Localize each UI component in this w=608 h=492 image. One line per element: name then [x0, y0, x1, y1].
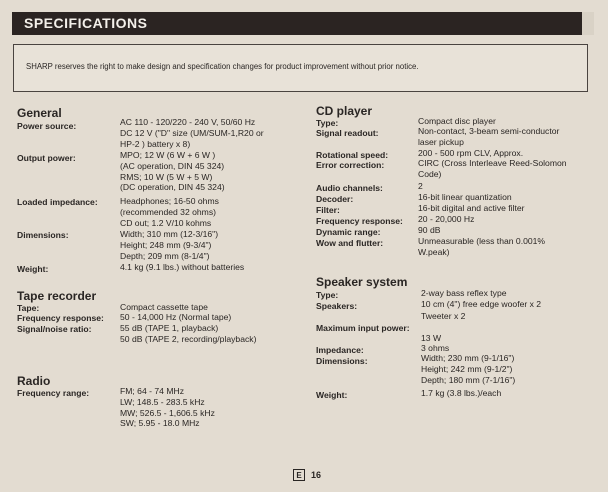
spec-label-tape: Tape: — [17, 303, 40, 313]
spec-value-speaker-dimensions: Width; 230 mm (9-1/16") Height; 242 mm (9-1/2") Depth; 180 mm (7-1/16") — [421, 353, 516, 386]
spec-label-power-source: Power source: — [17, 121, 77, 131]
spec-value-cd-type: Compact disc player — [418, 116, 496, 126]
notice-text: SHARP reserves the right to make design and specification changes for product improvement without prior notice. — [26, 62, 419, 71]
page-title: SPECIFICATIONS — [24, 15, 148, 31]
section-title-cd-player: CD player — [316, 104, 373, 118]
spec-value-impedance: 3 ohms — [421, 343, 450, 353]
spec-value-signal-noise: 55 dB (TAPE 1, playback) 50 dB (TAPE 2, recording/playback) — [120, 323, 257, 344]
spec-label-decoder: Decoder: — [316, 194, 354, 204]
spec-value-speakers: 10 cm (4") free edge woofer x 2 Tweeter x 2 — [421, 299, 542, 321]
spec-label-dimensions: Dimensions: — [17, 230, 69, 240]
spec-value-dimensions: Width; 310 mm (12-3/16") Height; 248 mm (9-3/4") Depth; 209 mm (8-1/4") — [120, 229, 219, 261]
spec-value-signal-readout: Non-contact, 3-beam semi-conductor laser pickup — [418, 126, 560, 147]
spec-value-weight: 4.1 kg (9.1 lbs.) without batteries — [120, 262, 245, 272]
spec-value-error-correction: CIRC (Cross Interleave Reed-Solomon Code) — [418, 158, 567, 179]
spec-label-tape-frequency: Frequency response: — [17, 313, 104, 323]
spec-label-cd-frequency-response: Frequency response: — [316, 216, 403, 226]
spec-value-frequency-range: FM; 64 - 74 MHz LW; 148.5 - 283.5 kHz MW; 526.5 - 1,606.5 kHz SW; 5.95 - 18.0 MHz — [120, 386, 215, 429]
spec-label-speaker-type: Type: — [316, 290, 339, 300]
page-footer — [293, 469, 321, 481]
section-title-general: General — [17, 106, 62, 120]
spec-value-dynamic-range: 90 dB — [418, 225, 441, 235]
spec-label-max-input-power: Maximum input power: — [316, 323, 410, 333]
spec-value-speaker-type: 2-way bass reflex type — [421, 288, 507, 298]
spec-label-frequency-range: Frequency range: — [17, 388, 90, 398]
spec-label-cd-type: Type: — [316, 118, 339, 128]
spec-value-rotational-speed: 200 - 500 rpm CLV, Approx. — [418, 148, 524, 158]
spec-value-tape: Compact cassette tape — [120, 302, 208, 312]
spec-label-weight: Weight: — [17, 264, 49, 274]
spec-label-signal-readout: Signal readout: — [316, 128, 379, 138]
spec-value-audio-channels: 2 — [418, 181, 423, 191]
notice-box — [13, 44, 588, 92]
page-number: 16 — [311, 470, 322, 480]
spec-value-tape-frequency: 50 - 14,000 Hz (Normal tape) — [120, 312, 232, 322]
spec-label-signal-noise: Signal/noise ratio: — [17, 324, 92, 334]
spec-label-wow-flutter: Wow and flutter: — [316, 238, 384, 248]
spec-value-cd-frequency-response: 20 - 20,000 Hz — [418, 214, 475, 224]
language-marker: E — [293, 469, 305, 481]
spec-label-speakers: Speakers: — [316, 301, 358, 311]
spec-value-decoder: 16-bit linear quantization — [418, 192, 512, 202]
spec-label-loaded-impedance: Loaded impedance: — [17, 197, 98, 207]
spec-value-speaker-weight: 1.7 kg (3.8 lbs.)/each — [421, 388, 502, 398]
spec-value-loaded-impedance: Headphones; 16-50 ohms (recommended 32 ohms) CD out; 1.2 V/10 kohms — [120, 196, 219, 228]
header-tab-marker — [582, 12, 594, 35]
spec-label-impedance: Impedance: — [316, 345, 364, 355]
spec-label-output-power: Output power: — [17, 153, 76, 163]
spec-label-filter: Filter: — [316, 205, 340, 215]
spec-value-max-input-power: 13 W — [421, 333, 442, 343]
spec-label-error-correction: Error correction: — [316, 160, 385, 170]
spec-value-filter: 16-bit digital and active filter — [418, 203, 525, 213]
spec-label-speaker-dimensions: Dimensions: — [316, 356, 368, 366]
section-title-radio: Radio — [17, 374, 51, 388]
spec-value-output-power: MPO; 12 W (6 W + 6 W ) (AC operation, DIN 45 324) RMS; 10 W (5 W + 5 W) (DC operation, DIN 45 324) — [120, 150, 225, 193]
spec-label-dynamic-range: Dynamic range: — [316, 227, 381, 237]
section-title-tape-recorder: Tape recorder — [17, 289, 97, 303]
spec-value-power-source: AC 110 - 120/220 - 240 V, 50/60 Hz DC 12 V ("D" size (UM/SUM-1,R20 or HP-2 ) battery x 8) — [120, 117, 264, 149]
section-title-speaker-system: Speaker system — [316, 275, 408, 289]
spec-label-speaker-weight: Weight: — [316, 390, 348, 400]
spec-label-rotational-speed: Rotational speed: — [316, 150, 389, 160]
spec-label-audio-channels: Audio channels: — [316, 183, 383, 193]
spec-value-wow-flutter: Unmeasurable (less than 0.001% W.peak) — [418, 236, 546, 257]
